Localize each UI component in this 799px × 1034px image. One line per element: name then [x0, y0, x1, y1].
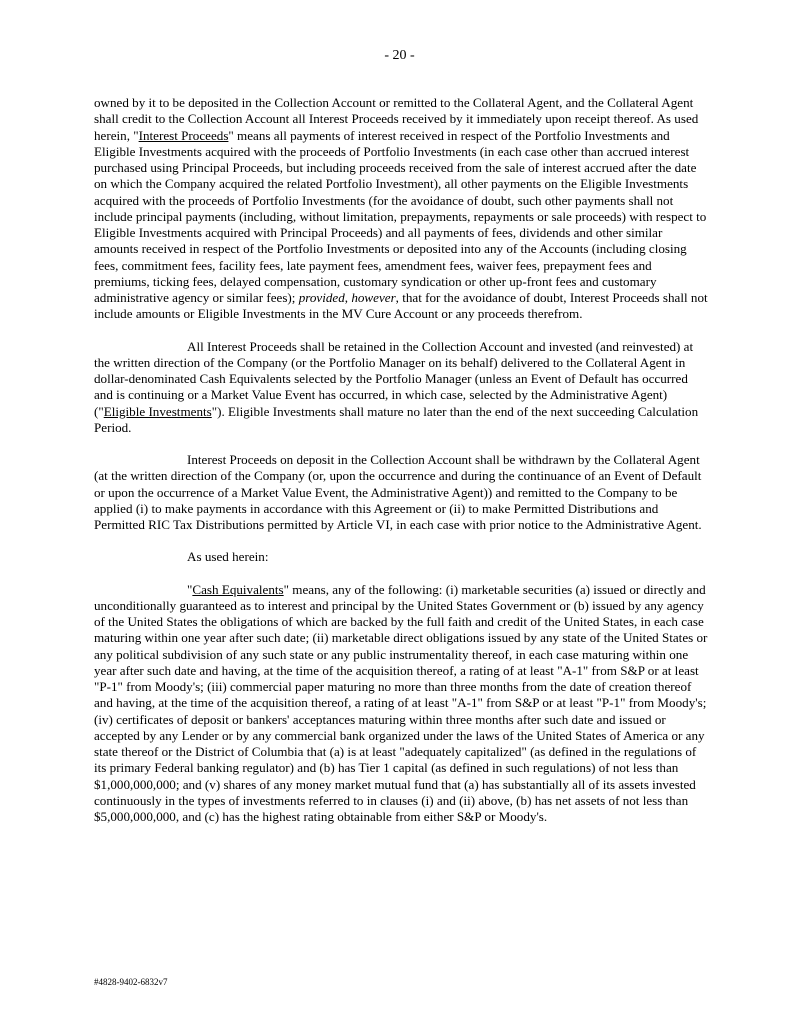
defined-term-interest-proceeds: Interest Proceeds: [138, 127, 229, 143]
paragraph-eligible-investments: [94, 339, 708, 437]
text-run: owned by it to be deposited in the Collection Account or remitted to the Collateral Agent, and the Collateral Agent shall credit to the Collection Account all Interest Proceeds received by it immediately upon receipt thereof. As used herein, ": [94, 95, 699, 143]
italic-however: however: [351, 290, 396, 305]
page-number: - 20 -: [384, 48, 415, 63]
text-run: ,: [344, 290, 352, 305]
paragraph-cash-equivalents-definition: [94, 582, 708, 826]
text-run: "). Eligible Investments shall mature no later than the end of the next succeeding Calculation Period.: [94, 403, 699, 435]
defined-term-eligible-investments: Eligible Investments: [103, 403, 212, 419]
text-run: " means, any of the following: (i) marketable securities (a) issued or directly and unconditionally guaranteed as to interest and principal by the United States Government or (b) issued by any agency of the United States the obligations of which are backed by the full faith and credit of the United States, in each case maturing within one year after such date; (ii) marketable direct obligations issued by any state of the United States or any political subdivision of any such state or any public instrumentality thereof, in each case maturing within one year after such date and having, at the time of the acquisition thereof, a rating of at least "A-1" from S&P or at least "P-1" from Moody's; (iii) commercial paper maturing no more than three months from the date of creation thereof and having, at the time of the acquisition thereof, a rating of at least "A-1" from S&P or at least "P-1" from Moody's; (iv) certificates of deposit or bankers' acceptances maturing within three months after such date and issued or accepted by any Lender or by any commercial bank organized under the laws of the United States of America or any state thereof or the District of Columbia that (a) is at least "adequately capitalized" (as defined in the regulations of its primary Federal banking regulator) and (b) has Tier 1 capital (as defined in such regulations) of not less than $1,000,000,000; and (v) shares of any money market mutual fund that (a) has substantially all of its assets invested continuously in the types of investments referred to in clauses (i) and (ii) above, (b) has net assets of not less than $5,000,000,000, and (c) has the highest rating obtainable from either S&P or Moody's.: [94, 581, 708, 824]
italic-provided: provided: [298, 290, 345, 305]
text-run: ": [187, 581, 193, 597]
paragraph-interest-proceeds-definition: [94, 95, 708, 323]
defined-term-cash-equivalents: Cash Equivalents: [192, 581, 284, 597]
paragraph-withdrawal: Interest Proceeds on deposit in the Collection Account shall be withdrawn by the Collateral Agent (at the written direction of the Company (or, upon the occurrence and during the continuance of an Event of Default or upon the occurrence of a Market Value Event, the Administrative Agent)) and remitted to the Company to be applied (i) to make payments in accordance with this Agreement or (ii) to make Permitted Distributions and Permitted RIC Tax Distributions permitted by Article VI, in each case with prior notice to the Administrative Agent.: [94, 452, 702, 532]
text-run: " means all payments of interest received in respect of the Portfolio Investments and Eligible Investments acquired with the proceeds of Portfolio Investments (in each case other than accrued interest purchased using Principal Proceeds, but including proceeds received from the sale of interest accrued after the date on which the Company acquired the related Portfolio Investment), all other payments on the Eligible Investments acquired with the proceeds of Portfolio Investments (for the avoidance of doubt, such other payments shall not include principal payments (including, without limitation, prepayments, repayments or sale proceeds) with respect to Eligible Investments acquired with Principal Proceeds) and all payments of fees, dividends and other similar amounts received in respect of the Portfolio Investments or deposited into any of the Accounts (including closing fees, commitment fees, facility fees, late payment fees, amendment fees, waiver fees, prepayment fees and premiums, ticking fees, delayed compensation, customary syndication or other up-front fees and customary administrative agency or similar fees);: [94, 127, 707, 305]
document-body: [94, 95, 708, 825]
text-run: All Interest Proceeds shall be retained in the Collection Account and invested (and reinvested) at the written direction of the Company (or the Portfolio Manager on its behalf) delivered to the Collateral Agent in dollar-denominated Cash Equivalents selected by the Portfolio Manager (unless an Event of Default has occurred and is continuing or a Market Value Event has occurred, in which case, selected by the Administrative Agent) (": [94, 338, 694, 419]
paragraph-as-used-herein: As used herein:: [187, 549, 269, 565]
text-run: , that for the avoidance of doubt, Interest Proceeds shall not include amounts or Eligible Investments in the MV Cure Account or any proceeds therefrom.: [94, 290, 708, 322]
document-id-footer: #4828-9402-6832v7: [94, 977, 168, 987]
